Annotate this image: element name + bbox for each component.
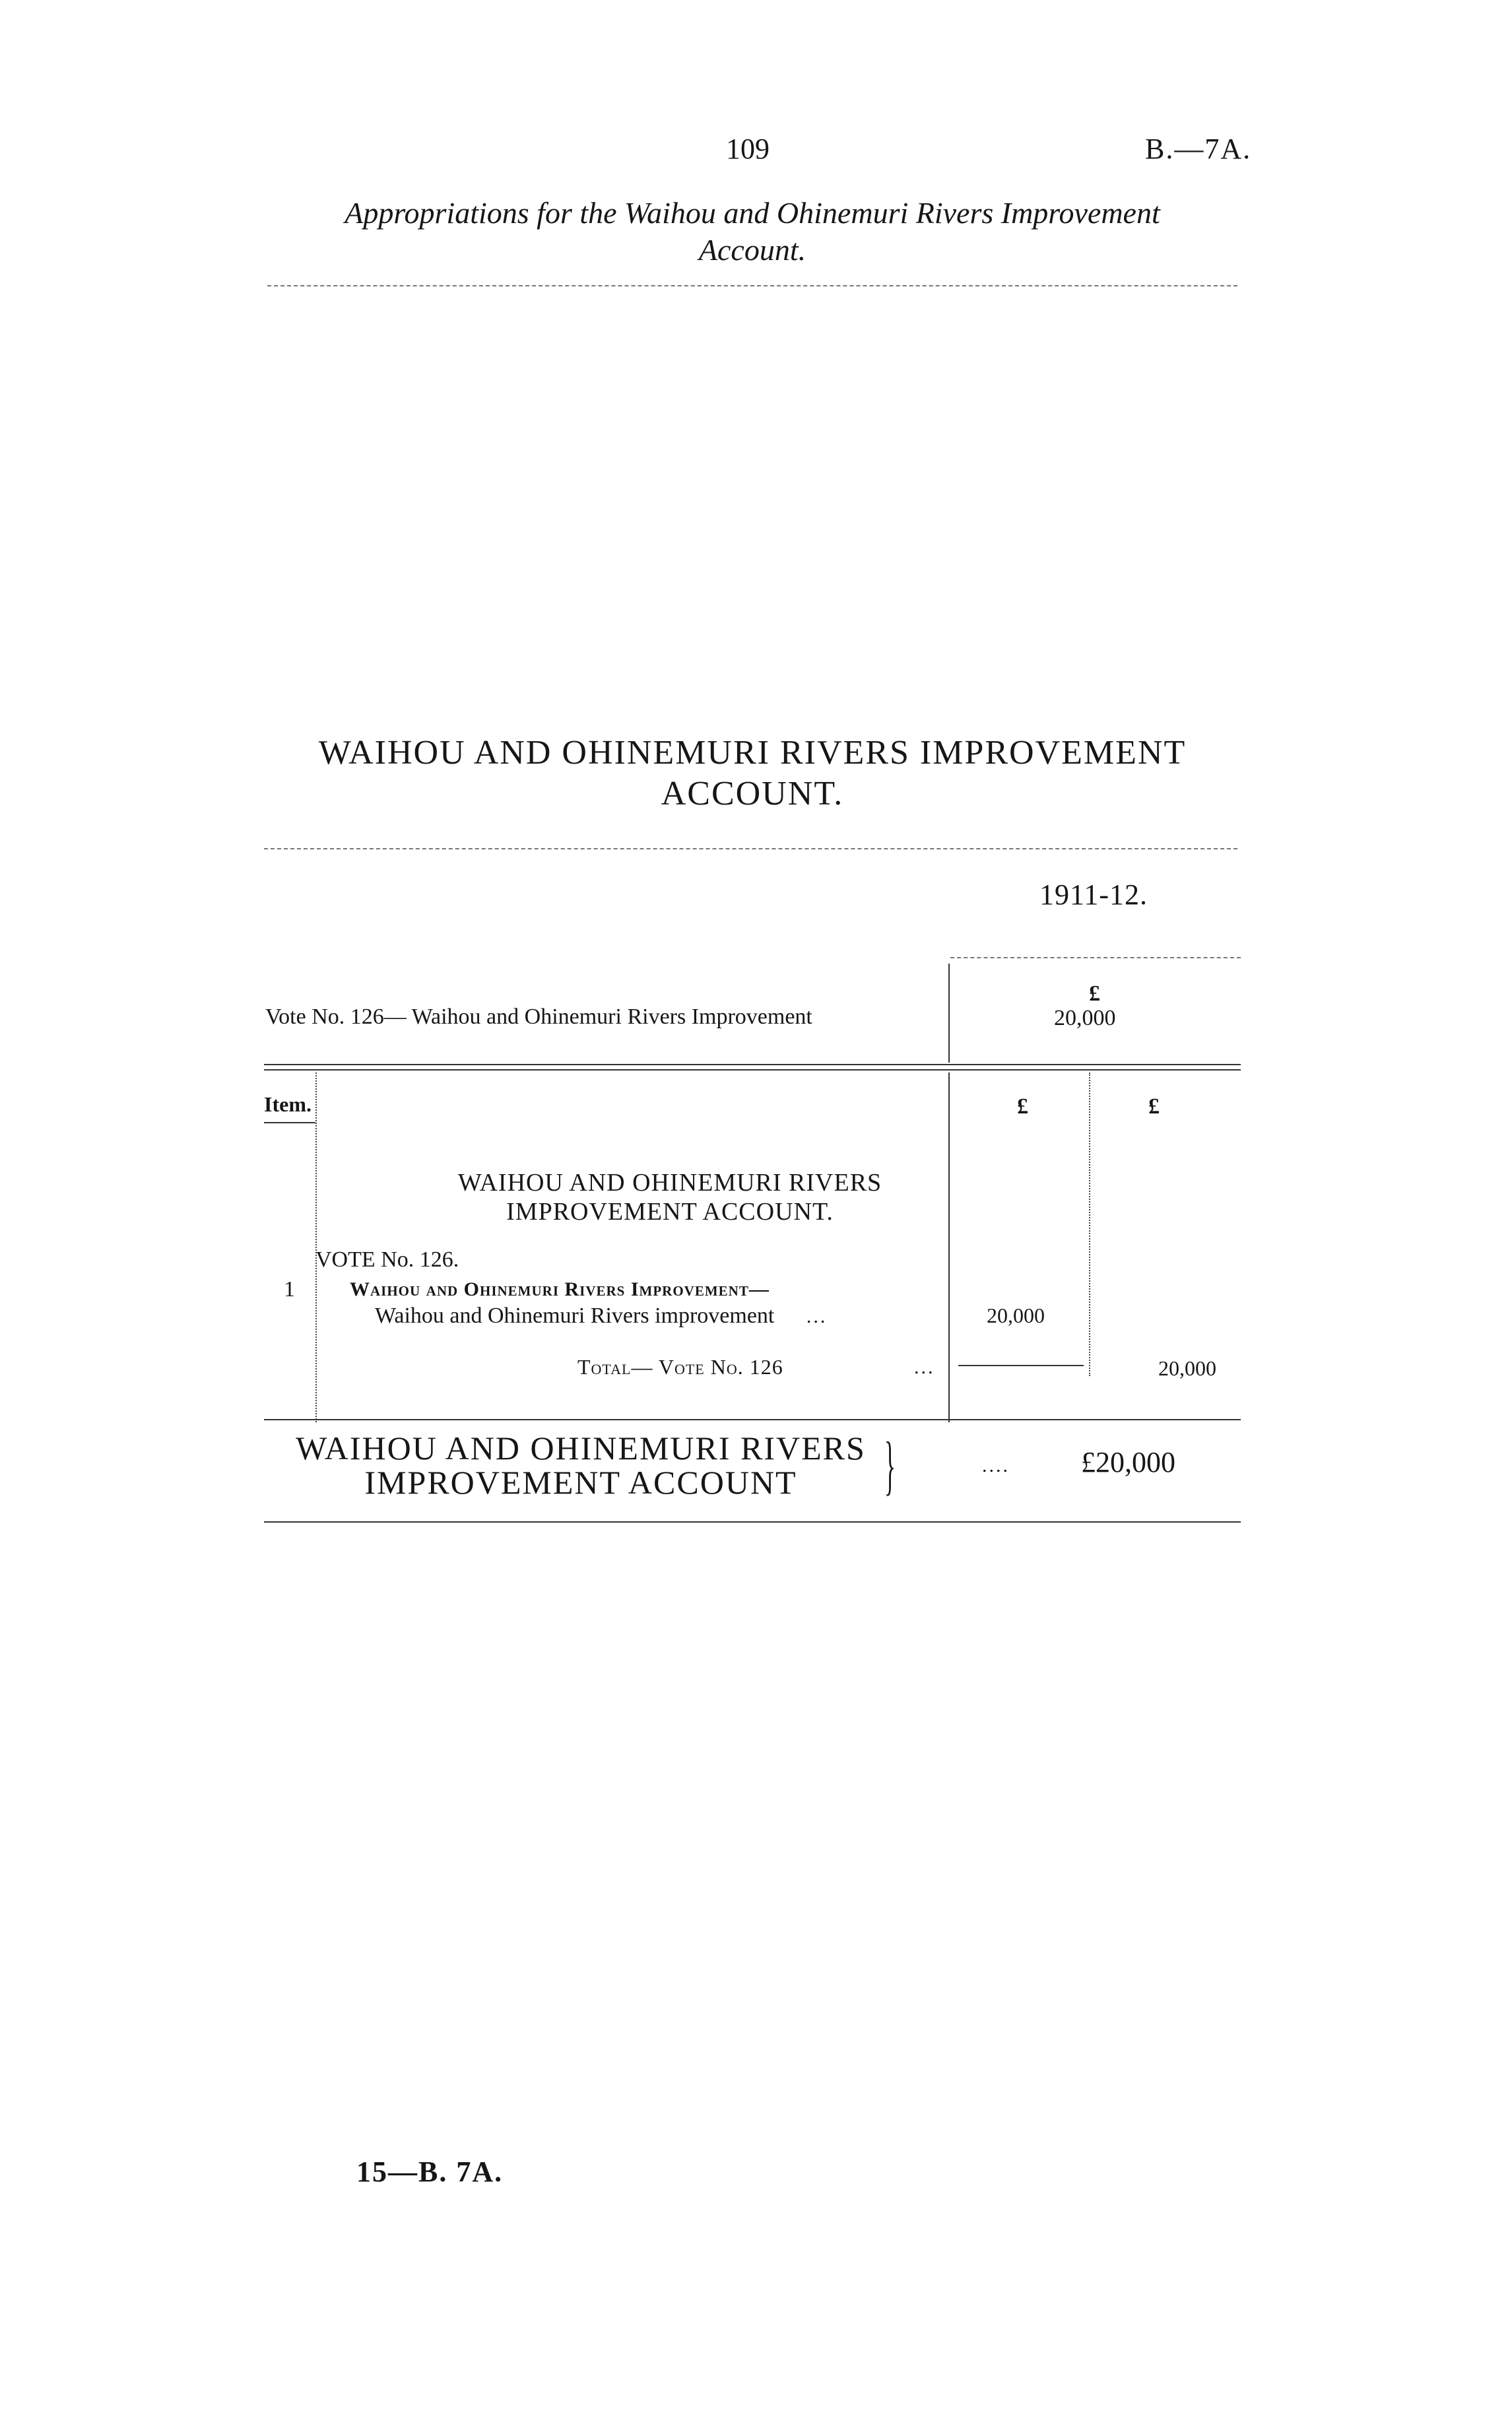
summary-divider <box>948 964 950 1063</box>
grand-total-rule <box>264 1521 1241 1523</box>
item-header-underline <box>264 1122 315 1123</box>
vote-summary-amount: 20,000 <box>1054 1006 1116 1030</box>
grand-total-label-line-2: IMPROVEMENT ACCOUNT <box>364 1464 797 1501</box>
page-number: 109 <box>726 133 770 165</box>
year-rule <box>950 957 1241 958</box>
page-reference: B.—7A. <box>1145 133 1252 165</box>
table-top-rule-second <box>264 1069 1241 1071</box>
grand-total-amount: £20,000 <box>1081 1446 1175 1478</box>
table-row-detail <box>375 1304 827 1329</box>
total-leader-dots: ... <box>914 1356 935 1378</box>
amount-column-divider-1 <box>948 1072 950 1422</box>
account-title <box>330 1168 1010 1226</box>
account-title-line-1: WAIHOU AND OHINEMURI RIVERS <box>457 1169 882 1197</box>
footer-signature: 15—B. 7A. <box>356 2156 504 2188</box>
table-top-rule <box>264 1064 1241 1065</box>
summary-currency-symbol: £ <box>1089 981 1100 1006</box>
section-rule <box>264 848 1237 849</box>
total-vote-label: Total— Vote No. 126 <box>577 1355 783 1379</box>
grand-total-leader-dots: .... <box>982 1455 1010 1476</box>
header-rule <box>267 285 1237 286</box>
section-title-line-1: WAIHOU AND OHINEMURI RIVERS IMPROVEMENT <box>318 734 1187 772</box>
table-row-detail-text: Waihou and Ohinemuri Rivers improvement <box>375 1304 775 1328</box>
grand-total-label <box>264 1428 898 1502</box>
section-title <box>251 733 1254 814</box>
leader-dots: ... <box>806 1305 828 1327</box>
header-title-line-1: Appropriations for the Waihou and Ohinemuri Rivers Improvement <box>345 196 1160 230</box>
total-vote-amount: 20,000 <box>1158 1356 1216 1380</box>
table-row-heading: Waihou and Ohinemuri Rivers Improvement— <box>350 1278 770 1300</box>
vote-summary-label: Vote No. 126— Waihou and Ohinemuri Rivers Improvement <box>265 1005 812 1029</box>
amount-column-2-header: £ <box>1148 1094 1160 1119</box>
table-row-item-number: 1 <box>284 1277 295 1302</box>
subtotal-rule <box>958 1365 1084 1366</box>
grand-total-label-line-1: WAIHOU AND OHINEMURI RIVERS <box>296 1430 866 1467</box>
item-column-header: Item. <box>264 1092 312 1116</box>
page-header-title <box>251 195 1254 269</box>
header-title-line-2: Account. <box>698 233 806 267</box>
account-title-line-2: IMPROVEMENT ACCOUNT. <box>506 1198 834 1226</box>
section-title-line-2: ACCOUNT. <box>661 775 844 812</box>
vote-number-heading: VOTE No. 126. <box>315 1247 459 1272</box>
table-row-amount: 20,000 <box>987 1304 1045 1327</box>
amount-column-1-header: £ <box>1017 1094 1028 1119</box>
grand-total-brace: } <box>884 1428 896 1502</box>
financial-year: 1911-12. <box>1039 878 1148 911</box>
table-bottom-rule <box>264 1419 1241 1420</box>
amount-column-divider-2 <box>1089 1072 1090 1376</box>
